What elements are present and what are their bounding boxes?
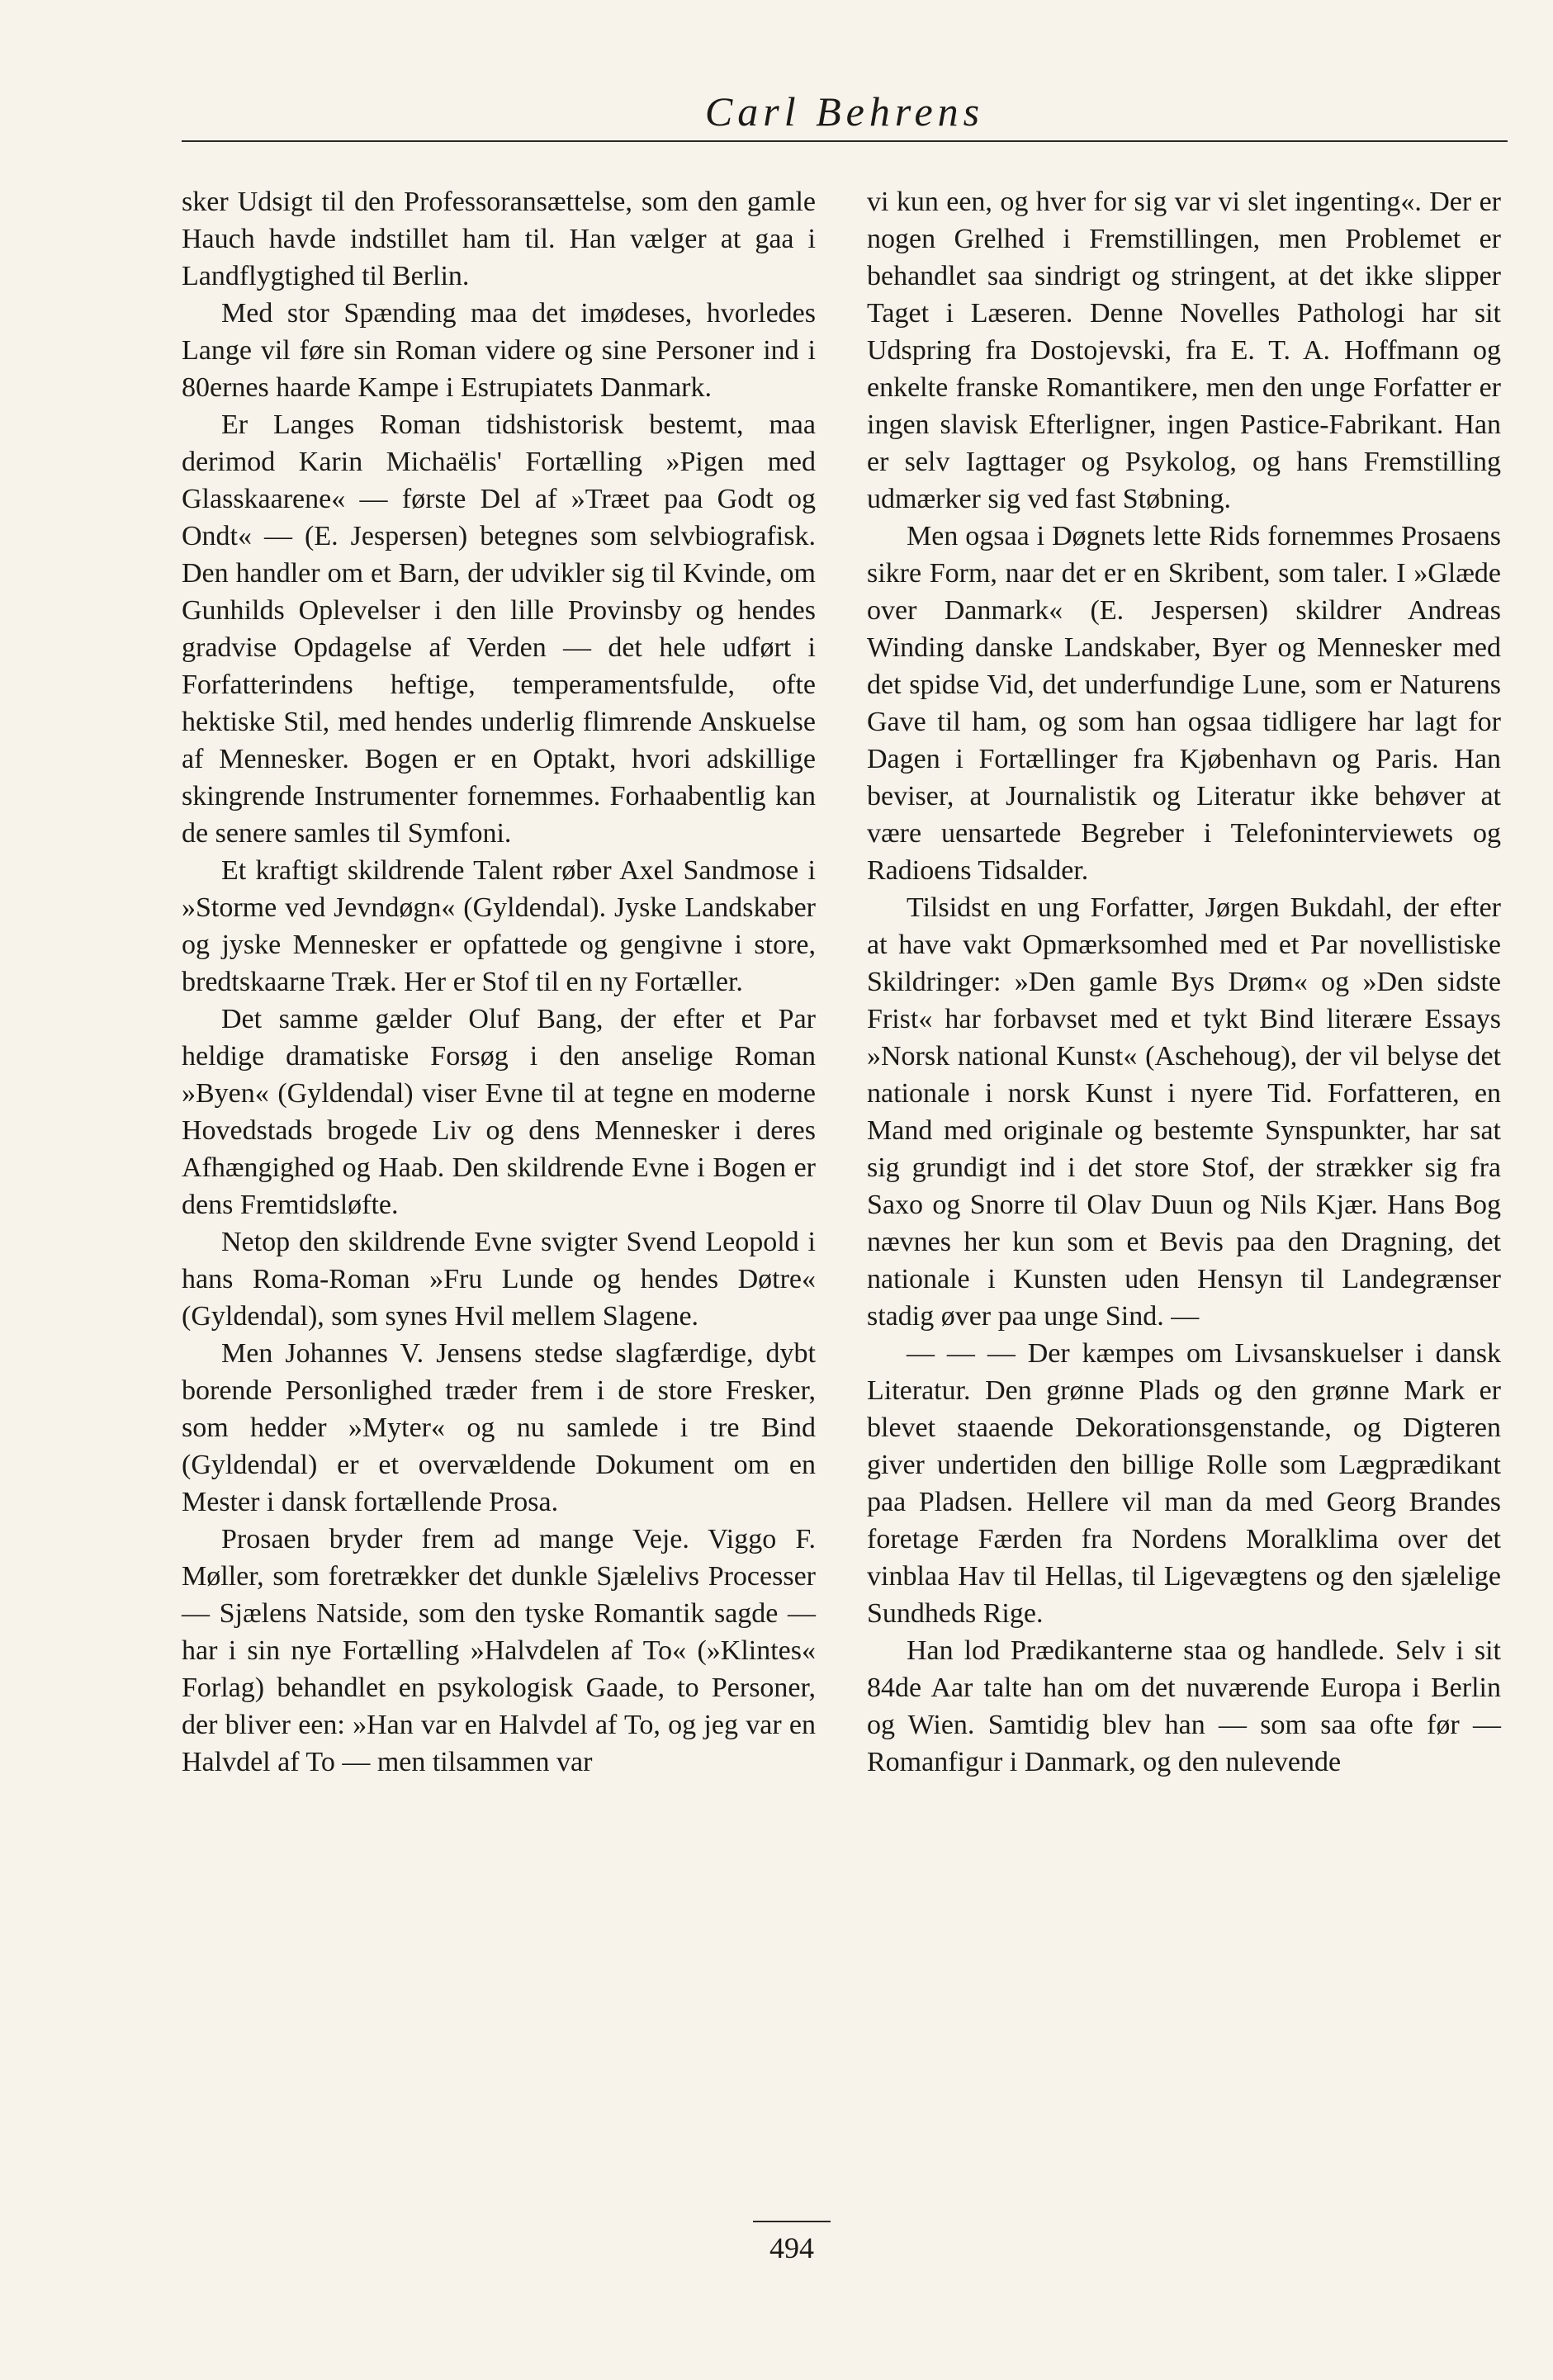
- folio-rule: [753, 2221, 831, 2222]
- paragraph: Men Johannes V. Jensens stedse slagfærdige, dybt borende Personlighed træder frem i de store Fresker, som hedder »Myter« og nu samlede i tre Bind (Gyldendal) er et overvældende Dokument om en Mester i dansk fortællende Prosa.: [182, 1338, 816, 1517]
- left-column: [182, 183, 816, 1781]
- paragraph: Netop den skildrende Evne svigter Svend Leopold i hans Roma-Roman »Fru Lunde og hendes Døtre« (Gyldendal), som synes Hvil mellem Slagene.: [182, 1227, 816, 1332]
- running-title: Carl Behrens: [704, 88, 985, 135]
- paragraph: Er Langes Roman tidshistorisk bestemt, maa derimod Karin Michaëlis' Fortælling »Pigen med Glasskaarene« — første Del af »Træet paa Godt og Ondt« — (E. Jespersen) betegnes som selvbiografisk. Den handler om et Barn, der udvikler sig til Kvinde, om Gunhilds Oplevelser i den lille Provinsby og hendes gradvise Opdagelse af Verden — det hele udført i Forfatterindens heftige, temperamentsfulde, ofte hektiske Stil, med hendes underlig flimrende Anskuelse af Mennesker. Bogen er en Optakt, hvori adskillige skingrende Instrumenter fornemmes. Forhaabentlig kan de senere samles til Symfoni.: [182, 409, 816, 849]
- paragraph: sker Udsigt til den Professoransættelse, som den gamle Hauch havde indstillet ham til. Han vælger at gaa i Landflygtighed til Berlin.: [182, 187, 816, 291]
- paragraph: Det samme gælder Oluf Bang, der efter et Par heldige dramatiske Forsøg i den anselige Roman »Byen« (Gyldendal) viser Evne til at tegne en moderne Hovedstads brogede Liv og dens Mennesker i deres Afhængighed og Haab. Den skildrende Evne i Bogen er dens Fremtidsløfte.: [182, 1004, 816, 1220]
- paragraph: Et kraftigt skildrende Talent røber Axel Sandmose i »Storme ved Jevndøgn« (Gyldendal). Jyske Landskaber og jyske Mennesker er opfattede og gengivne i store, bredtskaarne Træk. Her er Stof til en ny Fortæller.: [182, 855, 816, 997]
- paragraph: Tilsidst en ung Forfatter, Jørgen Bukdahl, der efter at have vakt Opmærksomhed med et Par novellistiske Skildringer: »Den gamle Bys Drøm« og »Den sidste Frist« har forbavset med et tykt Bind literære Essays »Norsk national Kunst« (Aschehoug), der vil belyse det nationale i norsk Kunst i nyere Tid. Forfatteren, en Mand med originale og bestemte Synspunkter, har sat sig grundigt ind i det store Stof, der strækker sig fra Saxo og Snorre til Olav Duun og Nils Kjær. Hans Bog nævnes her kun som et Bevis paa den Dragning, det nationale i Kunsten uden Hensyn til Landegrænser stadig øver paa unge Sind. —: [867, 892, 1501, 1332]
- page-number: 494: [769, 2231, 814, 2264]
- paragraph: Prosaen bryder frem ad mange Veje. Viggo F. Møller, som foretrækker det dunkle Sjælelivs Processer — Sjælens Natside, som den tyske Romantik sagde — har i sin nye Fortælling »Halvdelen af To« (»Klintes« Forlag) behandlet en psykologisk Gaade, to Personer, der bliver een: »Han var en Halvdel af To, og jeg var en Halvdel af To — men tilsammen var: [182, 1524, 816, 1777]
- paragraph: Men ogsaa i Døgnets lette Rids fornemmes Prosaens sikre Form, naar det er en Skribent, som taler. I »Glæde over Danmark« (E. Jespersen) skildrer Andreas Winding danske Landskaber, Byer og Mennesker med det spidse Vid, det underfundige Lune, som er Naturens Gave til ham, og som han ogsaa tidligere har lagt for Dagen i Fortællinger fra Kjøbenhavn og Paris. Han beviser, at Journalistik og Literatur ikke behøver at være uensartede Begreber i Telefoninterviewets og Radioens Tidsalder.: [867, 521, 1501, 886]
- right-column: [867, 183, 1501, 1781]
- paragraph: vi kun een, og hver for sig var vi slet ingenting«. Der er nogen Grelhed i Fremstillingen, men Problemet er behandlet saa sindrigt og stringent, at det ikke slipper Taget i Læseren. Denne Novelles Pathologi har sit Udspring fra Dostojevski, fra E. T. A. Hoffmann og enkelte franske Romantikere, men den unge Forfatter er ingen slavisk Efterligner, ingen Pastice-Fabrikant. Han er selv Iagttager og Psykolog, og hans Fremstilling udmærker sig ved fast Støbning.: [867, 187, 1501, 514]
- running-header: [182, 76, 1508, 142]
- paragraph: Med stor Spænding maa det imødeses, hvorledes Lange vil føre sin Roman videre og sine Personer ind i 80ernes haarde Kampe i Estrupiatets Danmark.: [182, 298, 816, 403]
- paragraph: Han lod Prædikanterne staa og handlede. Selv i sit 84de Aar talte han om det nuværende Europa i Berlin og Wien. Samtidig blev han — som saa ofte før — Romanfigur i Danmark, og den nulevende: [867, 1635, 1501, 1777]
- paragraph: — — — Der kæmpes om Livsanskuelser i dansk Literatur. Den grønne Plads og den grønne Mark er blevet staaende Dekorationsgenstande, og Digteren giver undertiden den billige Rolle som Lægprædikant paa Pladsen. Hellere vil man da med Georg Brandes foretage Færden fra Nordens Moralklima over det vinblaa Hav til Hellas, til Ligevægtens og den sjælelige Sundheds Rige.: [867, 1338, 1501, 1629]
